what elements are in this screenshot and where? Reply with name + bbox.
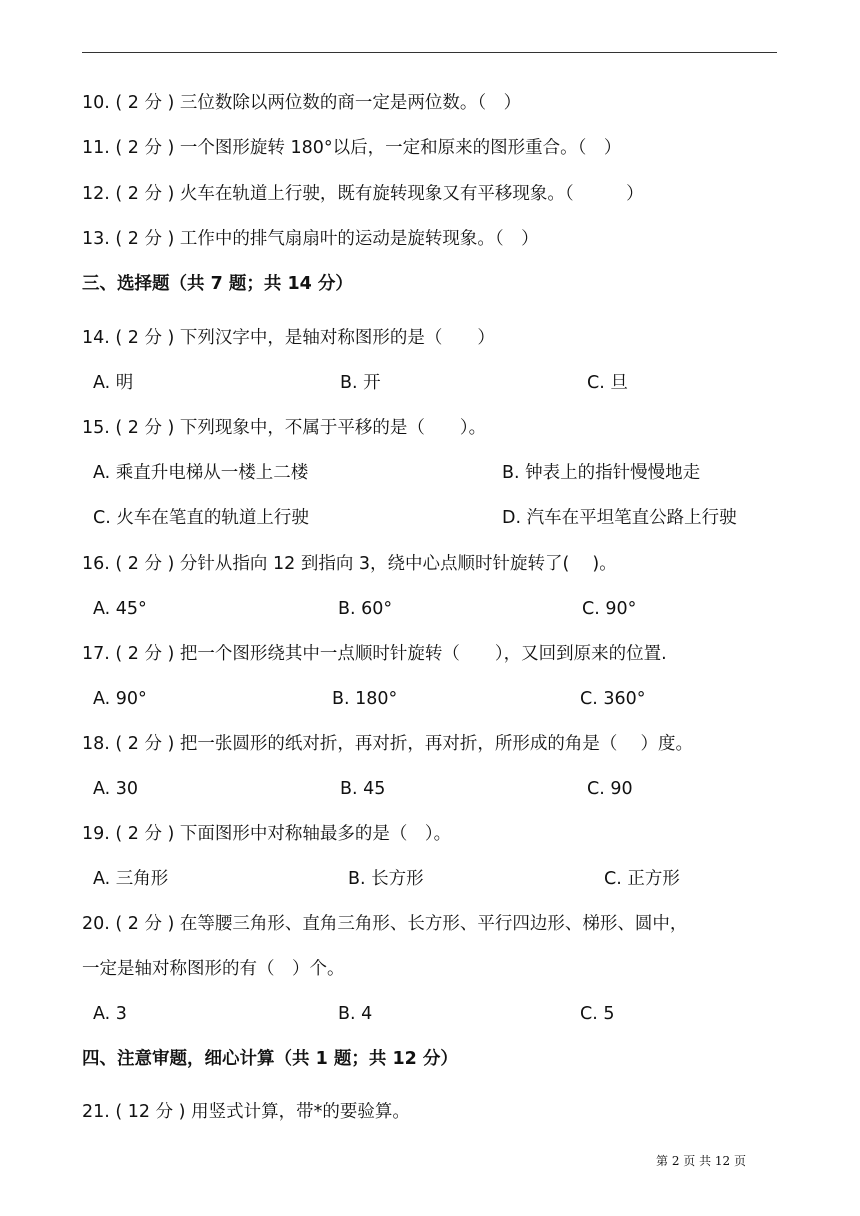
answer-option: D. 汽车在平坦笔直公路上行驶	[502, 508, 737, 528]
answer-option: C. 旦	[587, 373, 628, 393]
answer-option: B. 开	[340, 373, 381, 393]
question-text: 13. ( 2 分 ) 工作中的排气扇扇叶的运动是旋转现象。（ ）	[82, 229, 539, 249]
page-footer: 第 2 页 共 12 页	[656, 1154, 746, 1168]
section-heading: 四、注意审题，细心计算（共 1 题；共 12 分）	[82, 1049, 458, 1069]
answer-option: A. 30	[93, 779, 139, 799]
answer-option: A. 45°	[93, 599, 147, 619]
question-text: 14. ( 2 分 ) 下列汉字中，是轴对称图形的是（ ）	[82, 328, 495, 348]
question-text: 17. ( 2 分 ) 把一个图形绕其中一点顺时针旋转（ ），又回到原来的位置.	[82, 644, 667, 664]
question-text: 21. ( 12 分 ) 用竖式计算，带*的要验算。	[82, 1102, 410, 1122]
answer-option: A. 明	[93, 373, 134, 393]
answer-option: B. 4	[338, 1004, 373, 1024]
answer-option: C. 90°	[582, 599, 637, 619]
question-text: 10. ( 2 分 ) 三位数除以两位数的商一定是两位数。（ ）	[82, 93, 522, 113]
question-text: 11. ( 2 分 ) 一个图形旋转 180°以后，一定和原来的图形重合。（ ）	[82, 138, 622, 158]
section-heading: 三、选择题（共 7 题；共 14 分）	[82, 274, 353, 294]
question-text: 15. ( 2 分 ) 下列现象中，不属于平移的是（ ）。	[82, 418, 487, 438]
question-text: 19. ( 2 分 ) 下面图形中对称轴最多的是（ ）。	[82, 824, 452, 844]
header-rule	[82, 52, 777, 53]
answer-option: B. 60°	[338, 599, 393, 619]
answer-option: A. 90°	[93, 689, 147, 709]
answer-option: C. 5	[580, 1004, 615, 1024]
answer-option: A. 三角形	[93, 869, 169, 889]
question-text: 16. ( 2 分 ) 分针从指向 12 到指向 3，绕中心点顺时针旋转了( )。	[82, 554, 617, 574]
answer-option: B. 45	[340, 779, 386, 799]
answer-option: C. 90	[587, 779, 633, 799]
question-text: 12. ( 2 分 ) 火车在轨道上行驶，既有旋转现象又有平移现象。（ ）	[82, 184, 644, 204]
answer-option: A. 3	[93, 1004, 127, 1024]
question-text: 18. ( 2 分 ) 把一张圆形的纸对折，再对折，再对折，所形成的角是（ ）度。	[82, 734, 693, 754]
question-text: 20. ( 2 分 ) 在等腰三角形、直角三角形、长方形、平行四边形、梯形、圆中，	[82, 914, 688, 934]
answer-option: A. 乘直升电梯从一楼上二楼	[93, 463, 309, 483]
question-continuation: 一定是轴对称图形的有（ ）个。	[82, 959, 345, 979]
answer-option: B. 钟表上的指针慢慢地走	[502, 463, 701, 483]
answer-option: C. 火车在笔直的轨道上行驶	[93, 508, 309, 528]
answer-option: B. 180°	[332, 689, 398, 709]
answer-option: B. 长方形	[348, 869, 424, 889]
answer-option: C. 正方形	[604, 869, 680, 889]
answer-option: C. 360°	[580, 689, 646, 709]
